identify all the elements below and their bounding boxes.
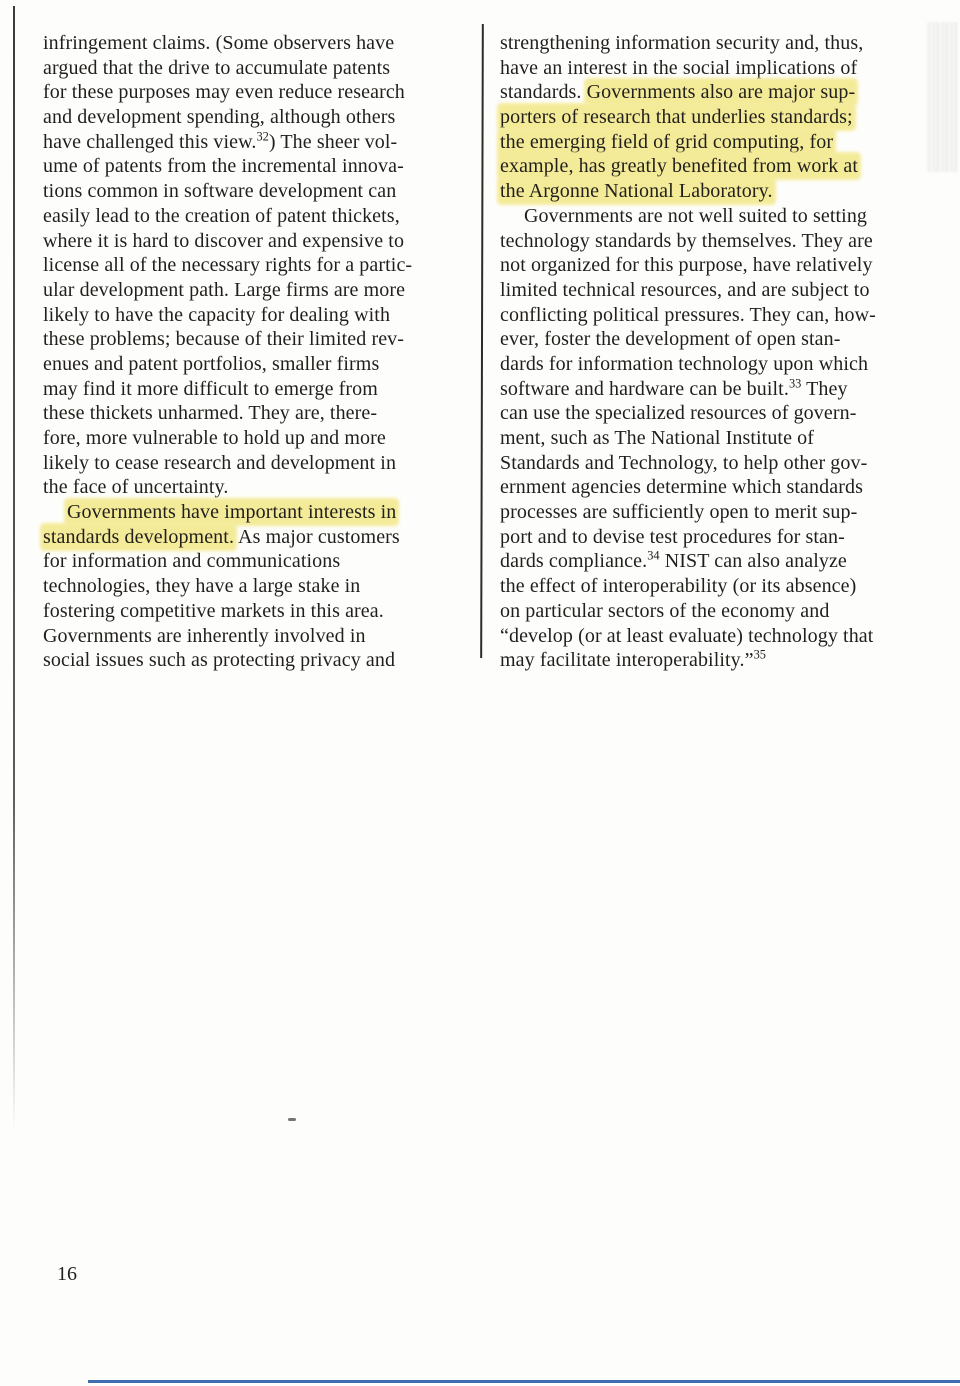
text-segment: these thickets unharmed. They are, there- [43,402,378,425]
text-segment: have an interest in the social implications of [500,56,858,79]
text-line [500,229,945,254]
text-segment: ) The sheer vol- [268,130,398,153]
highlighted-text: example, has greatly benefited from work at [500,155,859,178]
highlighted-text: standards development. [43,525,235,548]
text-line [43,648,481,673]
text-segment: strengthening information security and, thus, [500,32,864,54]
highlighted-text: Governments also are major sup- [586,81,856,104]
bottom-blue-edge-line [88,1380,960,1383]
text-segment: processes are sufficiently open to merit sup- [500,501,858,524]
text-segment: They [801,377,848,400]
text-line [500,377,945,402]
text-line [43,451,481,476]
text-segment: may find it more difficult to emerge from [43,377,378,400]
text-segment: Governments are not well suited to setting [524,204,868,227]
text-line [500,179,945,204]
text-segment: ular development path. Large firms are more [43,278,406,301]
text-segment: likely to cease research and development in [43,451,397,474]
text-line [500,574,945,599]
text-segment: port and to devise test procedures for stan- [500,525,845,548]
text-segment: have challenged this view. [43,130,257,153]
text-line [43,475,481,500]
footnote-reference: 34 [647,548,660,563]
text-segment: may facilitate interoperability.” [500,649,754,672]
text-segment: for information and communications [43,550,341,573]
highlighted-text: porters of research that underlies standards; [500,106,853,129]
text-segment: ume of patents from the incremental innova- [43,155,404,178]
text-segment: technology standards by themselves. They are [500,229,873,252]
text-line [43,303,481,328]
text-line [43,327,481,352]
text-line [500,204,945,229]
text-segment: Standards and Technology, to help other gov- [500,451,868,474]
text-line [500,451,945,476]
text-segment: fore, more vulnerable to hold up and more [43,427,386,449]
text-line [43,624,481,649]
right-column [500,31,945,673]
text-line [43,377,481,402]
footnote-reference: 33 [788,375,802,390]
text-line [500,648,945,673]
text-segment: likely to have the capacity for dealing with [43,303,391,326]
text-segment: and development spending, although others [43,106,396,129]
text-line [43,426,481,451]
text-line [500,154,945,179]
text-line [43,56,481,81]
text-line [500,56,945,81]
text-line [43,500,481,525]
text-line [43,229,481,254]
text-line [500,130,945,155]
highlighted-text: the emerging field of grid computing, for [500,130,834,153]
text-segment: ment, such as The National Institute of [500,427,815,449]
text-segment: not organized for this purpose, have relatively [500,254,873,277]
text-line [43,31,481,56]
text-segment: As major customers [234,525,400,548]
text-segment: “develop (or at least evaluate) technology that [500,624,874,647]
text-line [500,624,945,649]
text-line [500,31,945,56]
text-line [43,130,481,155]
text-segment: fostering competitive markets in this area. [43,599,384,622]
text-segment: ever, foster the development of open stan- [500,328,841,351]
text-segment: NIST can also analyze [659,550,847,573]
text-line [500,278,945,303]
text-line [43,574,481,599]
text-segment: infringement claims. (Some observers have [43,32,395,54]
text-segment: license all of the necessary rights for a partic- [43,254,413,277]
text-segment: tions common in software development can [43,180,397,203]
text-segment: standards. [500,81,587,104]
text-segment: the effect of interoperability (or its absence) [500,575,857,598]
text-line [500,426,945,451]
text-segment: enues and patent portfolios, smaller firms [43,352,380,375]
text-segment: these problems; because of their limited rev- [43,328,405,351]
text-line [43,352,481,377]
text-segment: software and hardware can be built. [500,377,789,400]
text-line [500,303,945,328]
text-line [43,525,481,550]
text-line [500,549,945,574]
text-segment: easily lead to the creation of patent thickets, [43,204,400,227]
text-segment: limited technical resources, and are subject to [500,278,870,301]
text-line [500,525,945,550]
text-segment: technologies, they have a large stake in [43,575,361,598]
text-line [500,327,945,352]
text-line [500,475,945,500]
text-segment: dards compliance. [500,550,648,573]
text-line [43,204,481,229]
text-line [43,549,481,574]
footnote-reference: 35 [753,647,766,662]
text-line [43,599,481,624]
text-line [500,105,945,130]
text-line [500,80,945,105]
text-segment: where it is hard to discover and expensive to [43,229,405,252]
text-line [500,253,945,278]
text-line [500,352,945,377]
text-line [43,80,481,105]
left-column [43,31,481,673]
text-segment: social issues such as protecting privacy and [43,649,396,672]
text-line [500,401,945,426]
text-segment: on particular sectors of the economy and [500,599,830,622]
footnote-reference: 32 [256,129,269,144]
highlighted-text: Governments have important interests in [67,501,397,524]
text-line [43,154,481,179]
scan-artifact-dash [288,1118,296,1121]
left-edge-scan-line [13,6,15,1132]
text-line [43,179,481,204]
text-segment: for these purposes may even reduce research [43,81,405,104]
text-line [500,500,945,525]
text-segment: the face of uncertainty. [43,476,229,499]
text-line [43,105,481,130]
text-segment: can use the specialized resources of govern- [500,402,857,425]
text-line [500,599,945,624]
text-segment: conflicting political pressures. They can, how- [500,303,876,326]
text-line [43,278,481,303]
text-segment: argued that the drive to accumulate patents [43,56,391,79]
text-line [43,401,481,426]
text-segment: Governments are inherently involved in [43,624,366,647]
text-segment: ernment agencies determine which standards [500,476,863,499]
text-segment: dards for information technology upon which [500,352,869,375]
page-number: 16 [57,1263,77,1285]
highlighted-text: the Argonne National Laboratory. [500,180,773,203]
text-line [43,253,481,278]
